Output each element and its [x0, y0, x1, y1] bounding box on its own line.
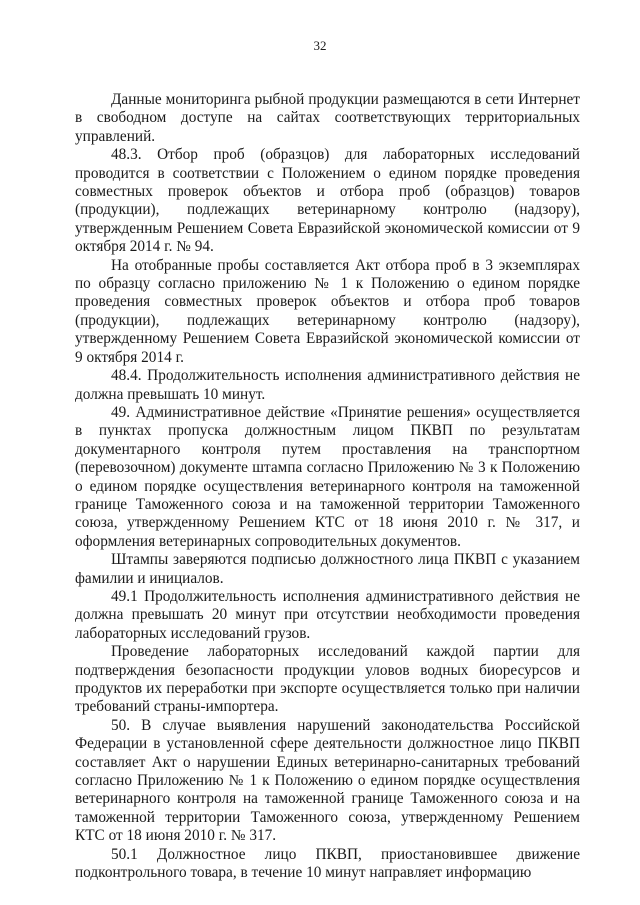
- paragraph-50-1: 50.1 Должностное лицо ПКВП, приостановившее движение подконтрольного товара, в течение 10 минут направляет информацию: [75, 845, 580, 882]
- paragraph-48-4: 48.4. Продолжительность исполнения административного действия не должна превышать 10 минут.: [75, 367, 580, 403]
- paragraph-sampling-act: На отобранные пробы составляется Акт отбора проб в 3 экземплярах по образцу согласно приложению № 1 к Положению о едином порядке проведения совместных проверок объектов и отбора проб товаров (продукции), подлежащих ветеринарному контролю (надзору), утвержденному Решением Совета Евразийской экономической комиссии от 9 октября 2014 г.: [75, 256, 580, 366]
- paragraph-48-3: 48.3. Отбор проб (образцов) для лабораторных исследований проводится в соответствии с Положением о едином порядке проведения совместных проверок объектов и отбора проб (образцов) товаров (продукции), подлежащих ветеринарному контролю (надзору), утвержденным Решением Совета Евразийской экономической комиссии от 9 октября 2014 г. № 94.: [75, 146, 580, 256]
- paragraph-stamps: Штампы заверяются подписью должностного лица ПКВП с указанием фамилии и инициалов.: [75, 551, 580, 587]
- page-number: 32: [313, 38, 327, 53]
- paragraph-monitoring-data: Данные мониторинга рыбной продукции размещаются в сети Интернет в свободном доступе на сайтах соответствующих территориальных управлений.: [75, 91, 580, 145]
- document-body: [75, 91, 580, 882]
- paragraph-lab-tests: Проведение лабораторных исследований каждой партии для подтверждения безопасности продукции уловов водных биоресурсов и продуктов их переработки при экспорте осуществляется только при наличии требований страны-импортера.: [75, 643, 580, 716]
- paragraph-49: 49. Административное действие «Принятие решения» осуществляется в пунктах пропуска должностным лицом ПКВП по результатам документарного контроля путем проставления на транспортном (перевозочном) документе штампа согласно Приложению № 3 к Положению о едином порядке осуществления ветеринарного контроля на таможенной границе Таможенного союза и на таможенной территории Таможенного союза, утвержденному Решением КТС от 18 июня 2010 г. № 317, и оформления ветеринарных сопроводительных документов.: [75, 403, 580, 550]
- paragraph-49-1: 49.1 Продолжительность исполнения административного действия не должна превышать 20 минут при отсутствии необходимости проведения лабораторных исследований грузов.: [75, 587, 580, 642]
- paragraph-50: 50. В случае выявления нарушений законодательства Российской Федерации в установленной сфере деятельности должностное лицо ПКВП составляет Акт о нарушении Единых ветеринарно-санитарных требований согласно Приложению № 1 к Положению о едином порядке осуществления ветеринарного контроля на таможенной границе Таможенного союза и на таможенной территории Таможенного союза, утвержденному Решением КТС от 18 июня 2010 г. № 317.: [75, 716, 580, 845]
